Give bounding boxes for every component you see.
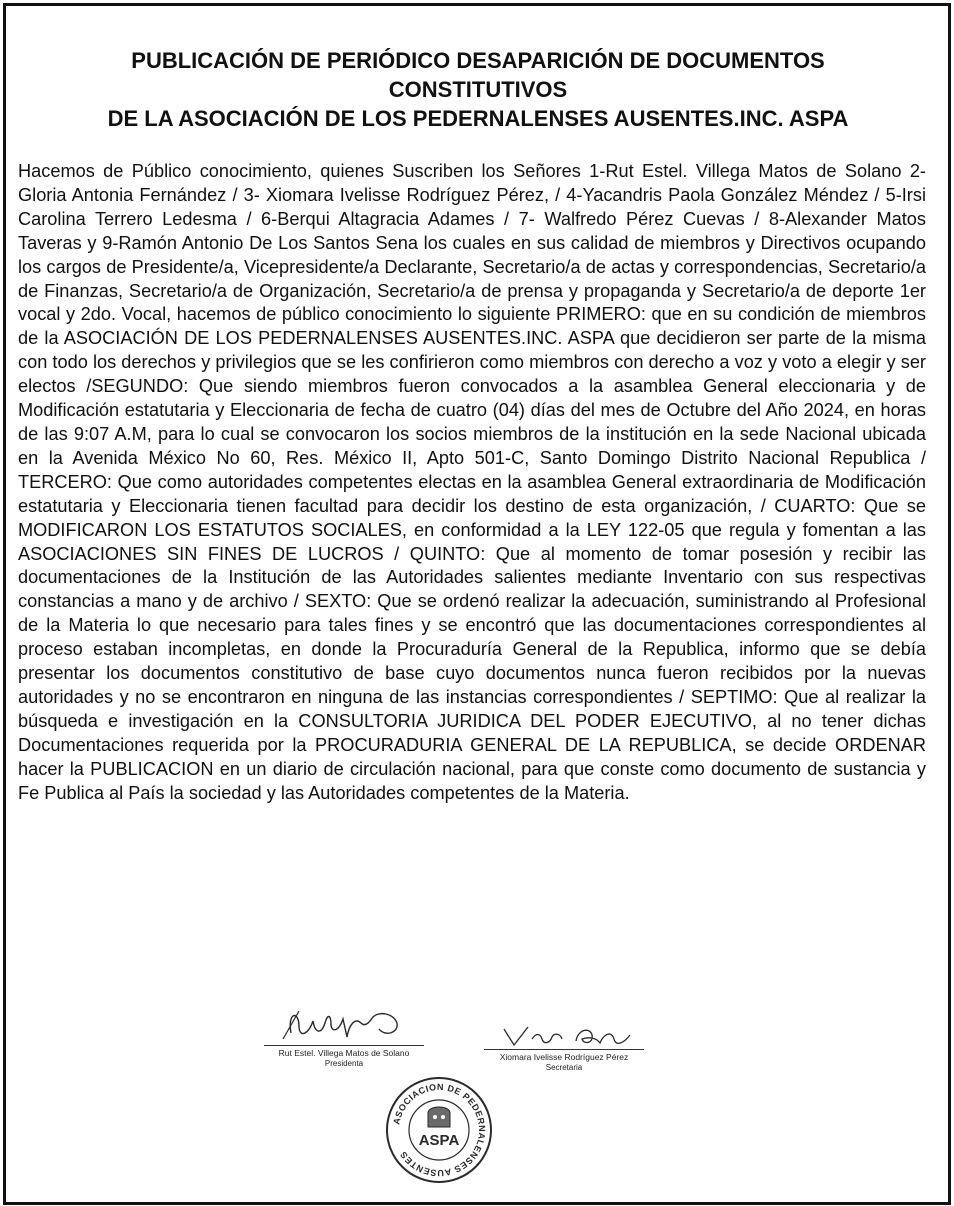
president-role: Presidenta: [324, 1059, 364, 1068]
document-title: [26, 46, 930, 133]
secretary-name: Xiomara Ivelisse Rodríguez Pérez: [499, 1052, 629, 1062]
title-line-1: PUBLICACIÓN DE PERIÓDICO DESAPARICIÓN DE DOCUMENTOS: [131, 48, 825, 73]
seal-emblem-icon: [428, 1107, 450, 1127]
signature-secretary: [474, 1023, 654, 1073]
body-paragraph: Hacemos de Público conocimiento, quienes Suscriben los Señores 1-Rut Estel. Villega Matos de Solano 2-Gloria Antonia Fernández / 3- Xiomara Ivelisse Rodríguez Pérez, / 4-Yacandris Paola González Méndez / 5-Irsi Carolina Terrero Ledesma / 6-Berqui Altagracia Adames / 7- Walfredo Pérez Cuevas / 8-Alexander Matos Taveras y 9-Ramón Antonio De Los Santos Sena los cuales en sus calidad de miembros y Directivos ocupando los cargos de Presidente/a, Vicepresidente/a Declarante, Secretario/a de actas y correspondencias, Secretario/a de Finanzas, Secretario/a de Organización, Secretario/a de prensa y propaganda y Secretario/a de deporte 1er vocal y 2do. Vocal, hacemos de público conocimiento lo siguiente PRIMERO: que en su condición de miembros de la ASOCIACIÓN DE LOS PEDERNALENSES AUSENTES.INC. ASPA que decidieron ser parte de la misma con todo los derechos y privilegios que se les confirieron como miembros con derecho a voz y voto a elegir y ser electos /SEGUNDO: Que siendo miembros fueron convocados a la asamblea General eleccionaria y de Modificación estatutaria y Eleccionaria de fecha de cuatro (04) días del mes de Octubre del Año 2024, en horas de las 9:07 A.M, para lo cual se convocaron los socios miembros de la institución en la sede Nacional ubicada en la Avenida México No 60, Res. México II, Apto 501-C, Santo Domingo Distrito Nacional Republica / TERCERO: Que como autoridades competentes electas en la asamblea General extraordinaria de Modificación estatutaria y Eleccionaria tienen facultad para decidir los destino de esta organización, / CUARTO: Que se MODIFICARON LOS ESTATUTOS SOCIALES, en conformidad a la LEY 122-05 que regula y fomentan a las ASOCIACIONES SIN FINES DE LUCROS / QUINTO: Que al momento de tomar posesión y recibir las documentaciones de la Institución de las Autoridades salientes mediante Inventario con sus respectivas constancias a mano y de archivo / SEXTO: Que se ordenó realizar la adecuación, suministrando al Profesional de la Materia lo que necesario para tales fines y se encontró que las documentaciones correspondientes al proceso estaban incompletas, en donde la Procuraduría General de la Republica, informo que se debía presentar los documentos constitutivo de base cuyo documentos nunca fueron recibidos por la nuevas autoridades y no se encontraron en ninguna de las instancias correspondientes / SEPTIMO: Que al realizar la búsqueda e investigación en la CONSULTORIA JURIDICA DEL PODER EJECUTIVO, al no tener dichas Documentaciones requerida por la PROCURADURIA GENERAL DE LA REPUBLICA, se decide ORDENAR hacer la PUBLICACION en un diario de circulación nacional, para que conste como documento de sustancia y Fe Publica al País la sociedad y las Autoridades competentes de la Materia.: [18, 161, 926, 803]
signature-scribble-icon: [484, 1023, 644, 1049]
title-line-3: DE LA ASOCIACIÓN DE LOS PEDERNALENSES AUSENTES.INC. ASPA: [107, 106, 849, 131]
aspa-seal-icon: [384, 1075, 494, 1185]
president-name: Rut Estel. Villega Matos de Solano: [278, 1048, 410, 1058]
signature-area: [244, 995, 664, 1195]
signature-scribble-icon: [269, 1003, 419, 1045]
seal-center-text: ASPA: [418, 1132, 460, 1149]
seal-ring-text: ASOCIACION DE PEDERNALENSES AUSENTES: [391, 1081, 488, 1179]
svg-text:ASOCIACION DE PEDERNALENSES AU: [391, 1082, 487, 1178]
signature-president: [254, 1003, 434, 1069]
secretary-role: Secretaria: [545, 1063, 583, 1072]
title-line-2: CONSTITUTIVOS: [388, 77, 568, 102]
